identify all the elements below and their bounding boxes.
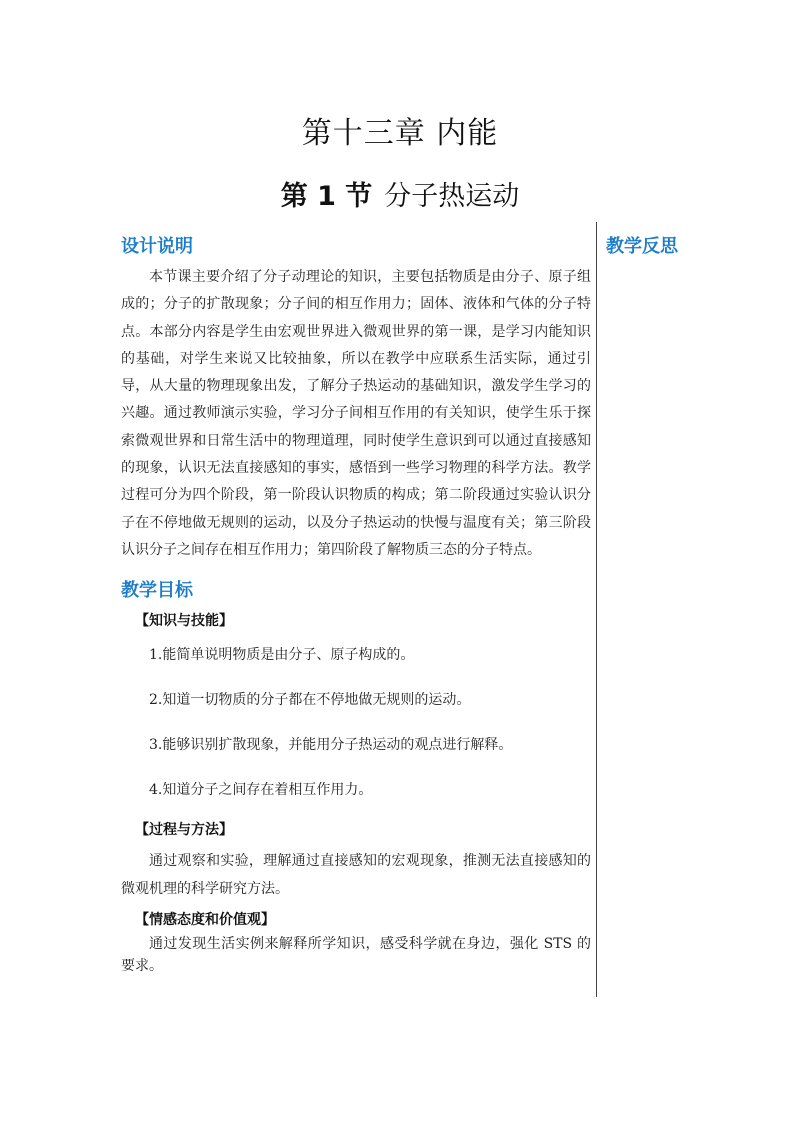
- reflection-heading: 教学反思: [606, 236, 678, 257]
- design-paragraph: 本节课主要介绍了分子动理论的知识，主要包括物质是由分子、原子组成的；分子的扩散现象；分子间的相互作用力；固体、液体和气体的分子特点。本部分内容是学生由宏观世界进入微观世界的第一课，是学习内能知识的基础，对学生来说又比较抽象，所以在教学中应联系生活实际，通过引导，从大量的物理现象出发，了解分子热运动的基础知识，激发学生学习的兴趣。通过教师演示实验，学习分子间相互作用的有关知识，使学生乐于探索微观世界和日常生活中的物理道理，同时使学生意识到可以通过直接感知的现象，认识无法直接感知的事实，感悟到一些学习物理的科学方法。教学过程可分为四个阶段，第一阶段认识物质的构成；第二阶段通过实验认识分子在不停地做无规则的运动，以及分子热运动的快慢与温度有关；第三阶段认识分子之间存在相互作用力；第四阶段了解物质三态的分子特点。: [121, 269, 591, 558]
- goals-heading: 教学目标: [121, 580, 193, 602]
- process-label: 【过程与方法】: [135, 822, 233, 839]
- emotion-label: 【情感态度和价值观】: [135, 912, 275, 929]
- emotion-paragraph: 通过发现生活实例来解释所学知识，感受科学就在身边，强化 STS 的要求。: [121, 936, 591, 975]
- process-paragraph: 通过观察和实验，理解通过直接感知的宏观现象，推测无法直接感知的微观机理的科学研究方法。: [121, 853, 591, 898]
- section-number: 第 1 节: [280, 181, 373, 212]
- knowledge-label: 【知识与技能】: [135, 613, 233, 630]
- chapter-title: 第十三章 内能: [301, 116, 499, 151]
- goal-item: 2.知道一切物质的分子都在不停地做无规则的运动。: [149, 692, 471, 709]
- goal-item: 3.能够识别扩散现象，并能用分子热运动的观点进行解释。: [149, 737, 513, 754]
- main-column: [121, 232, 591, 977]
- design-heading: 设计说明: [121, 236, 193, 257]
- goal-item: 1.能简单说明物质是由分子、原子构成的。: [149, 647, 415, 664]
- section-title: [0, 174, 800, 213]
- section-name: 分子热运动: [384, 181, 520, 212]
- goal-item: 4.知道分子之间存在着相互作用力。: [149, 782, 373, 799]
- column-divider: [596, 222, 597, 997]
